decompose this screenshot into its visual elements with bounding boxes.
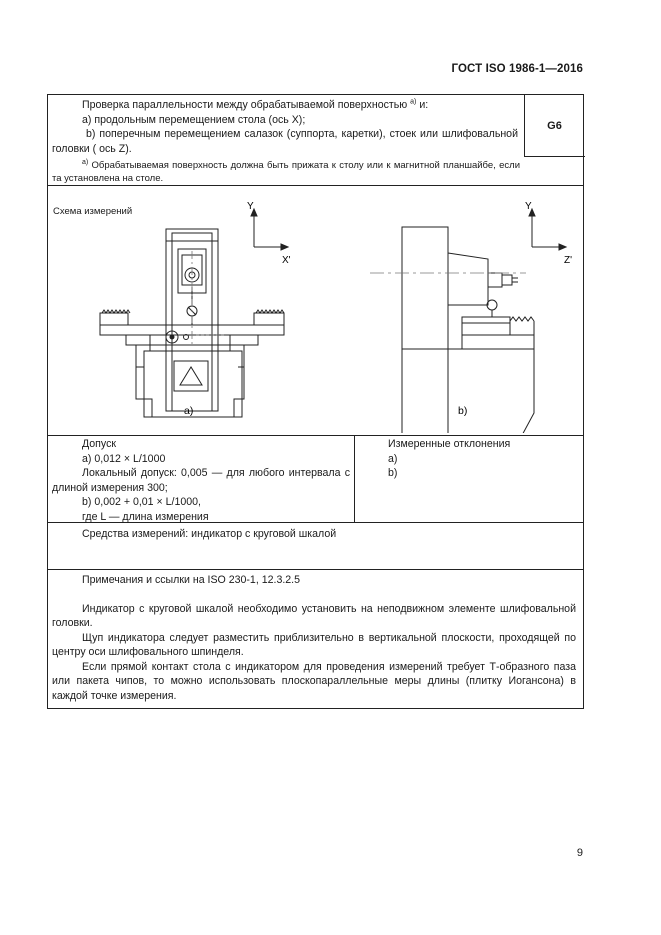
notes-heading: Примечания и ссылки на ISO 230-1, 12.3.2.5 bbox=[82, 574, 300, 586]
axis-left bbox=[251, 209, 288, 250]
axis-right bbox=[529, 209, 566, 250]
diagram-title: Схема измерений bbox=[53, 206, 133, 217]
notes-p3: Если прямой контакт стола с индикатором для проведения измерений требует Т-образного паза или пакета чипов, то можно использовать плоскопараллельные меры длины (плитку Иогансона) в каждой точке измерения. bbox=[52, 660, 576, 702]
axis-right-y: Y bbox=[525, 201, 532, 212]
footnote-marker: a) bbox=[82, 158, 89, 166]
caption-right: b) bbox=[458, 405, 468, 417]
footnote bbox=[52, 159, 520, 185]
check-title-end: и: bbox=[416, 99, 429, 111]
page-number: 9 bbox=[576, 847, 583, 859]
check-item-a: a) продольным перемещением стола (ось X); bbox=[82, 113, 306, 126]
axis-left-h: X' bbox=[282, 255, 291, 266]
instruments: Средства измерений: индикатор с круговой шкалой bbox=[82, 528, 337, 540]
caption-left: a) bbox=[184, 405, 194, 417]
measured-block bbox=[388, 437, 578, 481]
tolerance-where: где L — длина измерения bbox=[82, 510, 209, 523]
tolerance-local: Локальный допуск: 0,005 — для любого интервала с длиной измерения 300; bbox=[52, 467, 350, 494]
divider-instruments-notes bbox=[48, 569, 583, 570]
check-title: Проверка параллельности между обрабатываемой поверхностью bbox=[82, 99, 408, 111]
measured-heading: Измеренные отклонения bbox=[388, 438, 511, 450]
diagram-figure bbox=[48, 187, 584, 433]
column-divider bbox=[354, 435, 355, 522]
axis-left-y: Y bbox=[247, 201, 254, 212]
measured-b: b) bbox=[388, 467, 398, 479]
divider-diagram-tolerance bbox=[48, 435, 583, 436]
measured-a: a) bbox=[388, 452, 398, 465]
axis-right-h: Z' bbox=[564, 255, 573, 266]
tolerance-block bbox=[52, 437, 350, 524]
notes-p1: Индикатор с круговой шкалой необходимо установить на неподвижном элементе шлифовальной головки. bbox=[52, 602, 576, 629]
standard-id: ГОСТ ISO 1986-1—2016 bbox=[451, 63, 583, 75]
divider-footnote-diagram bbox=[48, 185, 583, 186]
tolerance-b: b) 0,002 + 0,01 × L/1000, bbox=[82, 496, 201, 508]
check-title-sup: a) bbox=[410, 98, 417, 106]
check-item-b: b) поперечным перемещением салазок (суппорта, каретки), стоек или шлифовальной головки ( ось Z). bbox=[52, 128, 518, 155]
machine-right bbox=[402, 227, 534, 433]
footnote-text: Обрабатываемая поверхность должна быть прижата к столу или к магнитной планшайбе, если та установлена на столе. bbox=[52, 160, 520, 184]
spec-table bbox=[47, 94, 584, 709]
tolerance-a: a) 0,012 × L/1000 bbox=[82, 452, 166, 465]
notes-p2: Щуп индикатора следует разместить приблизительно в вертикальной плоскости, проходящей по центру оси шлифовального шпинделя. bbox=[52, 631, 576, 658]
tolerance-heading: Допуск bbox=[82, 438, 117, 450]
notes-block bbox=[52, 573, 576, 703]
check-code: G6 bbox=[547, 119, 562, 132]
check-block bbox=[48, 98, 518, 156]
